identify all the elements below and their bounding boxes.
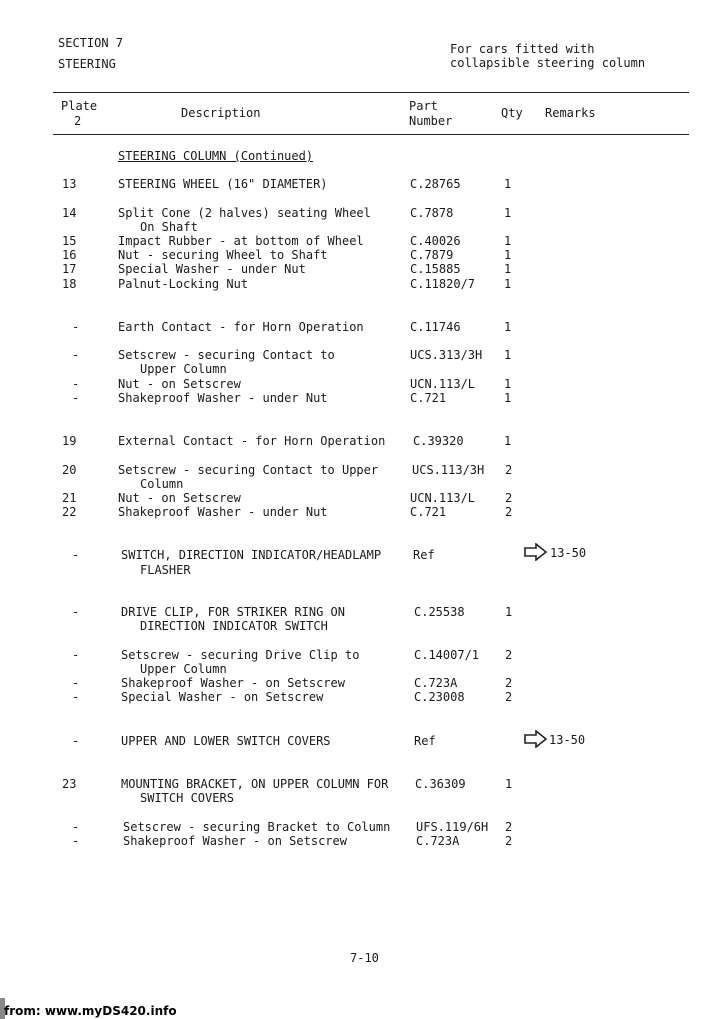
part-number: UCS.313/3H: [410, 348, 483, 362]
source-footer: from: www.myDS420.info: [4, 1004, 177, 1018]
plate-ref: 16: [62, 248, 77, 262]
plate-ref: 13: [62, 177, 77, 191]
part-number: Ref: [414, 734, 436, 748]
item-description: MOUNTING BRACKET, ON UPPER COLUMN FOR: [121, 777, 389, 791]
part-number: C.39320: [413, 434, 464, 448]
quantity: 2: [505, 676, 513, 690]
quantity: 2: [505, 491, 513, 505]
header-rule-top: [53, 92, 689, 93]
item-description: UPPER AND LOWER SWITCH COVERS: [121, 734, 331, 748]
part-number: C.25538: [414, 605, 465, 619]
quantity: 1: [504, 391, 512, 405]
col-number: Number: [409, 114, 453, 128]
plate-ref: -: [72, 320, 80, 334]
page-number: 7-10: [350, 951, 379, 965]
col-plate: Plate: [61, 99, 98, 113]
quantity: 1: [504, 262, 512, 276]
item-description: SWITCH COVERS: [140, 791, 234, 805]
part-number: UCN.113/L: [410, 377, 476, 391]
item-description: DRIVE CLIP, FOR STRIKER RING ON: [121, 605, 345, 619]
quantity: 1: [504, 277, 512, 291]
col-description: Description: [181, 106, 261, 120]
plate-ref: -: [72, 690, 80, 704]
note-line-2: collapsible steering column: [450, 56, 646, 70]
header-rule-bottom: [53, 134, 689, 135]
arrow-right-icon: [524, 543, 548, 561]
quantity: 1: [504, 248, 512, 262]
item-description: Nut - securing Wheel to Shaft: [118, 248, 328, 262]
item-description: Special Washer - under Nut: [118, 262, 306, 276]
quantity: 1: [505, 605, 513, 619]
plate-ref: -: [72, 391, 80, 405]
part-number: C.11820/7: [410, 277, 476, 291]
plate-ref: 18: [62, 277, 77, 291]
part-number: UFS.119/6H: [416, 820, 489, 834]
quantity: 2: [505, 820, 513, 834]
item-description: Column: [140, 477, 184, 491]
plate-ref: 15: [62, 234, 77, 248]
quantity: 2: [505, 648, 513, 662]
item-description: Earth Contact - for Horn Operation: [118, 320, 364, 334]
remark-ref-1: 13-50: [550, 546, 587, 560]
part-number: UCS.113/3H: [412, 463, 485, 477]
item-description: Setscrew - securing Contact to Upper: [118, 463, 379, 477]
item-description: Shakeproof Washer - on Setscrew: [121, 676, 345, 690]
part-number: C.7879: [410, 248, 454, 262]
part-number: C.40026: [410, 234, 461, 248]
plate-ref: 21: [62, 491, 77, 505]
item-description: Shakeproof Washer - under Nut: [118, 505, 328, 519]
item-description: Shakeproof Washer - on Setscrew: [123, 834, 347, 848]
plate-ref: -: [72, 377, 80, 391]
subject-label: STEERING: [58, 57, 116, 71]
item-description: STEERING WHEEL (16" DIAMETER): [118, 177, 328, 191]
item-description: SWITCH, DIRECTION INDICATOR/HEADLAMP: [121, 548, 382, 562]
part-number: Ref: [413, 548, 435, 562]
quantity: 1: [504, 434, 512, 448]
quantity: 1: [504, 177, 512, 191]
plate-ref: -: [72, 648, 80, 662]
quantity: 1: [504, 234, 512, 248]
item-description: DIRECTION INDICATOR SWITCH: [140, 619, 328, 633]
part-number: C.723A: [414, 676, 458, 690]
item-description: Upper Column: [140, 662, 227, 676]
item-description: On Shaft: [140, 220, 198, 234]
quantity: 1: [504, 206, 512, 220]
item-description: Nut - on Setscrew: [118, 491, 241, 505]
plate-ref: 17: [62, 262, 77, 276]
plate-ref: -: [72, 834, 80, 848]
part-number: C.721: [410, 391, 447, 405]
item-description: Impact Rubber - at bottom of Wheel: [118, 234, 364, 248]
plate-ref: 19: [62, 434, 77, 448]
item-description: FLASHER: [140, 563, 191, 577]
quantity: 1: [505, 777, 513, 791]
col-remarks: Remarks: [545, 106, 596, 120]
item-description: Palnut-Locking Nut: [118, 277, 249, 291]
plate-ref: -: [72, 820, 80, 834]
quantity: 2: [505, 690, 513, 704]
item-description: Special Washer - on Setscrew: [121, 690, 324, 704]
quantity: 2: [505, 505, 513, 519]
note-line-1: For cars fitted with: [450, 42, 595, 56]
part-number: C.36309: [415, 777, 466, 791]
part-number: C.14007/1: [414, 648, 480, 662]
col-part: Part: [409, 99, 438, 113]
col-qty: Qty: [501, 106, 523, 120]
item-description: Split Cone (2 halves) seating Wheel: [118, 206, 371, 220]
part-number: C.23008: [414, 690, 465, 704]
plate-ref: -: [72, 605, 80, 619]
plate-ref: 23: [62, 777, 77, 791]
quantity: 1: [504, 348, 512, 362]
part-number: C.723A: [416, 834, 460, 848]
section-title: STEERING COLUMN (Continued): [118, 149, 314, 163]
item-description: External Contact - for Horn Operation: [118, 434, 386, 448]
part-number: C.15885: [410, 262, 461, 276]
quantity: 1: [504, 377, 512, 391]
plate-ref: 20: [62, 463, 77, 477]
section-label: SECTION 7: [58, 36, 124, 50]
item-description: Setscrew - securing Contact to: [118, 348, 335, 362]
quantity: 2: [505, 834, 513, 848]
quantity: 2: [505, 463, 513, 477]
plate-ref: 22: [62, 505, 77, 519]
item-description: Setscrew - securing Bracket to Column: [123, 820, 391, 834]
item-description: Shakeproof Washer - under Nut: [118, 391, 328, 405]
plate-ref: 14: [62, 206, 77, 220]
quantity: 1: [504, 320, 512, 334]
plate-ref: -: [72, 734, 80, 748]
plate-ref: -: [72, 348, 80, 362]
item-description: Nut - on Setscrew: [118, 377, 241, 391]
remark-ref-2: 13-50: [549, 733, 586, 747]
plate-ref: -: [72, 548, 80, 562]
part-number: C.28765: [410, 177, 461, 191]
col-plate-num: 2: [74, 114, 82, 128]
plate-ref: -: [72, 676, 80, 690]
item-description: Setscrew - securing Drive Clip to: [121, 648, 360, 662]
item-description: Upper Column: [140, 362, 227, 376]
arrow-right-icon: [524, 730, 548, 748]
part-number: C.7878: [410, 206, 454, 220]
part-number: C.721: [410, 505, 447, 519]
part-number: C.11746: [410, 320, 461, 334]
part-number: UCN.113/L: [410, 491, 476, 505]
